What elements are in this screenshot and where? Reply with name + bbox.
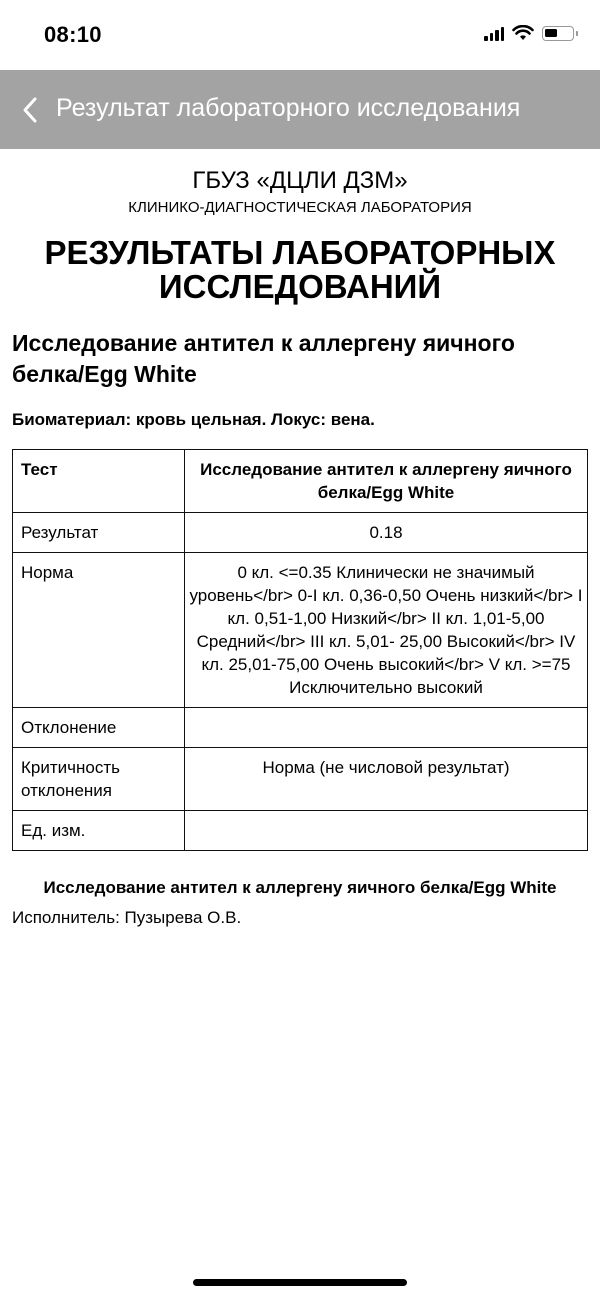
table-row-deviation [13, 708, 588, 748]
row-label: Результат [13, 513, 185, 553]
row-label: Норма [13, 553, 185, 708]
nav-title: Результат лабораторного исследования [56, 94, 521, 122]
row-value [185, 811, 588, 851]
footer-study-title: Исследование антител к аллергену яичного белка/Egg White [43, 878, 557, 897]
executor: Исполнитель: Пузырева О.В. [12, 908, 242, 927]
lab-name: КЛИНИКО-ДИАГНОСТИЧЕСКАЯ ЛАБОРАТОРИЯ [128, 199, 472, 216]
report-title: РЕЗУЛЬТАТЫ ЛАБОРАТОРНЫХ ИССЛЕДОВАНИЙ [44, 234, 556, 305]
table-row-units [13, 811, 588, 851]
status-bar [0, 0, 600, 70]
row-value: Исследование антител к аллергену яичного белка/Egg White [185, 450, 588, 513]
chevron-left-icon[interactable] [20, 96, 42, 124]
row-value: 0.18 [185, 513, 588, 553]
results-table [12, 449, 588, 851]
nav-bar [0, 70, 600, 149]
row-label: Отклонение [13, 708, 185, 748]
row-value: 0 кл. <=0.35 Клинически не значимый уровень</br> 0-I кл. 0,36-0,50 Очень низкий</br> I кл. 0,51-1,00 Низкий</br> II кл. 1,01-5,00 Средний</br> III кл. 5,01- 25,00 Высокий</br> IV кл. 25,01-75,00 Очень высокий</br> V кл. >=75 Исключительно высокий [185, 553, 588, 708]
status-time: 08:10 [44, 22, 102, 47]
table-row-test [13, 450, 588, 513]
signal-icon [484, 26, 504, 41]
study-title: Исследование антител к аллергену яичного белка/Egg White [12, 330, 515, 387]
table-row-norm [13, 553, 588, 708]
home-indicator[interactable] [193, 1279, 407, 1286]
table-row-criticality [13, 748, 588, 811]
row-label: Критичность отклонения [13, 748, 185, 811]
biomaterial-info: Биоматериал: кровь цельная. Локус: вена. [12, 410, 375, 429]
lab-report [0, 149, 600, 430]
row-label: Тест [13, 450, 185, 513]
organization-name: ГБУЗ «ДЦЛИ ДЗМ» [192, 167, 408, 194]
wifi-icon [512, 25, 534, 41]
row-value: Норма (не числовой результат) [185, 748, 588, 811]
row-label: Ед. изм. [13, 811, 185, 851]
table-row-result [13, 513, 588, 553]
status-icons [484, 25, 574, 41]
row-value [185, 708, 588, 748]
battery-icon [542, 26, 574, 41]
